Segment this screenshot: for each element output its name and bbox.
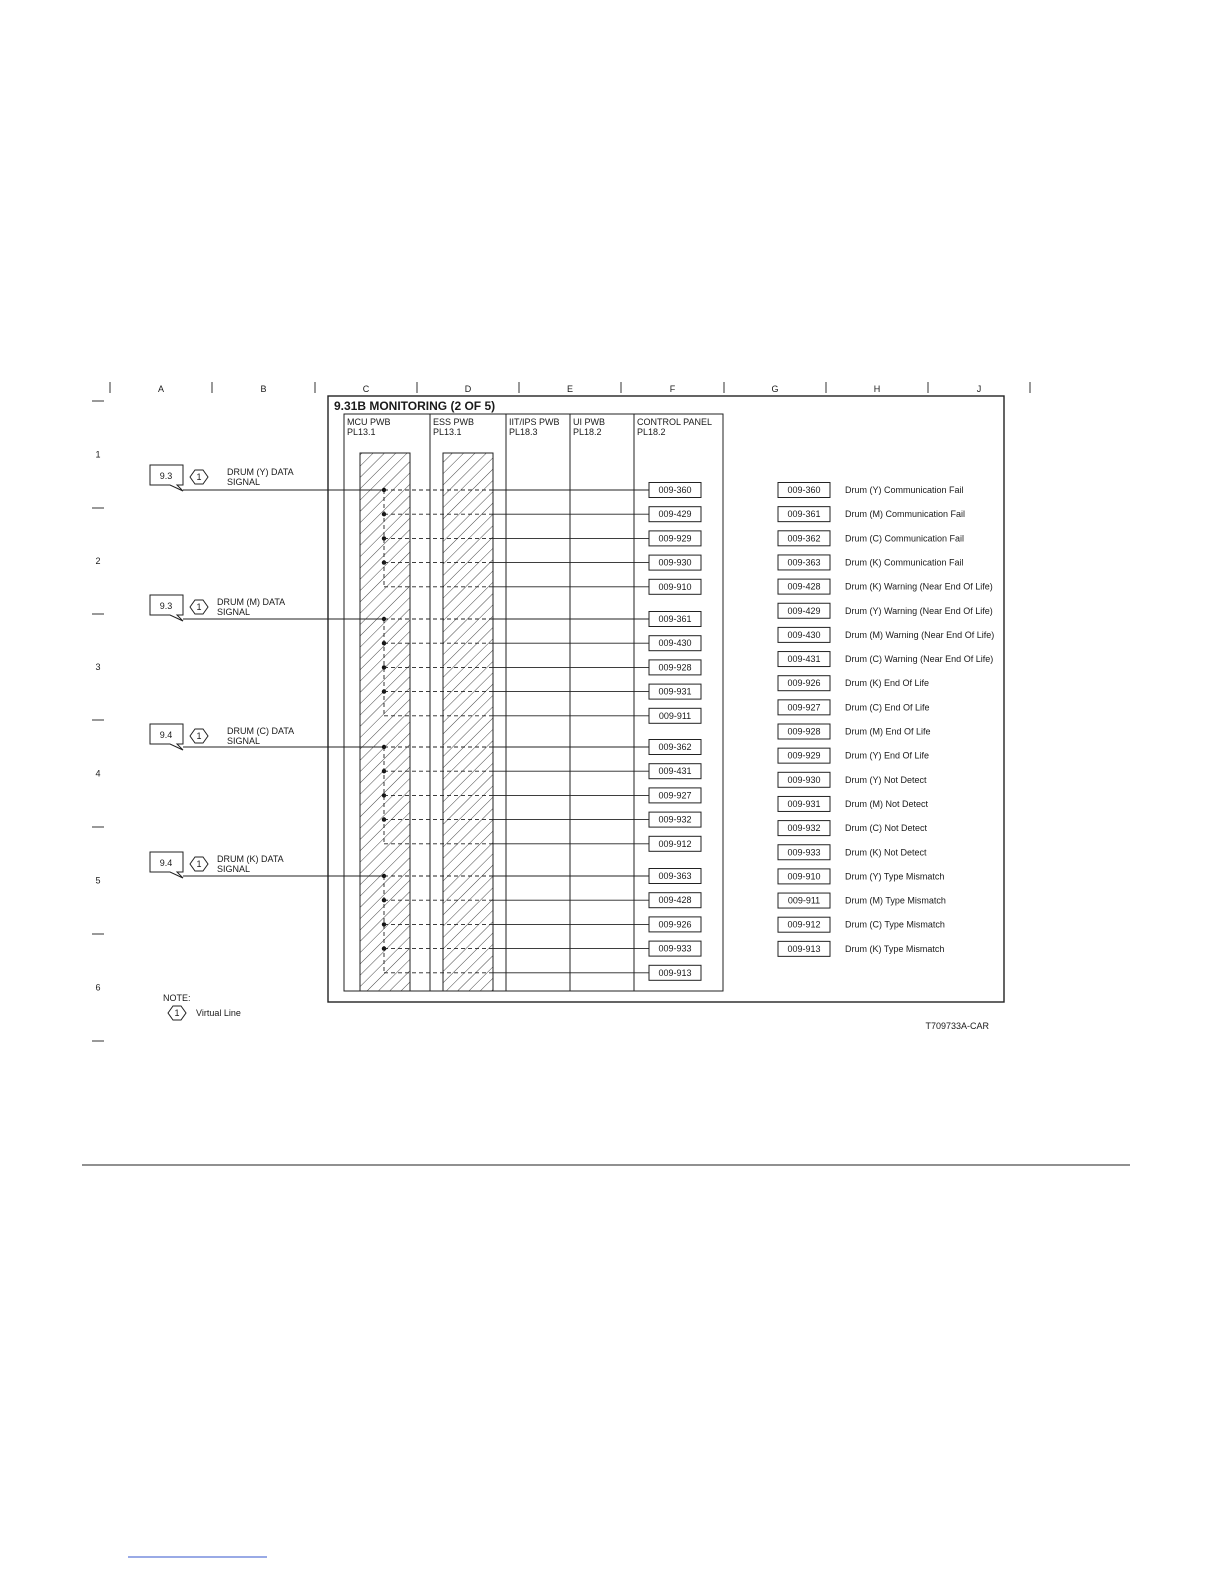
- legend-description: Drum (K) Communication Fail: [845, 557, 964, 568]
- legend-description: Drum (M) Type Mismatch: [845, 895, 946, 906]
- legend-description: Drum (Y) Communication Fail: [845, 485, 964, 495]
- fault-code-label: 009-362: [658, 742, 692, 752]
- sheet-reference-label: 9.4: [159, 730, 173, 740]
- legend-row: [778, 507, 965, 522]
- virtual-line-number: 1: [196, 859, 202, 869]
- drawing-number: T709733A-CAR: [925, 1021, 989, 1031]
- fault-code-label: 009-913: [658, 967, 692, 978]
- signal-name-suffix: SIGNAL: [227, 736, 261, 746]
- grid-column-label: H: [873, 384, 881, 394]
- legend-row: [778, 483, 964, 498]
- legend-code: 009-428: [787, 581, 821, 592]
- sheet-reference-label: 9.4: [159, 858, 173, 868]
- grid-row-label: 3: [95, 662, 101, 672]
- fault-code-label: 009-431: [658, 766, 692, 777]
- fault-code-label: 009-933: [658, 943, 692, 954]
- legend-description: Drum (C) Not Detect: [845, 823, 928, 834]
- board-name: UI PWB: [573, 417, 606, 427]
- legend-code: 009-360: [787, 485, 821, 495]
- legend-row: [778, 845, 927, 860]
- legend-description: Drum (M) Warning (Near End Of Life): [845, 629, 995, 640]
- fault-code-label: 009-361: [658, 614, 692, 624]
- board-name: IIT/IPS PWB: [509, 417, 560, 427]
- legend-code: 009-430: [787, 629, 821, 640]
- signal-name: DRUM (C) DATA: [227, 726, 295, 736]
- signal-name-suffix: SIGNAL: [227, 477, 261, 487]
- legend-row: [778, 941, 944, 956]
- legend-row: [778, 700, 930, 715]
- legend-code: 009-362: [787, 533, 821, 544]
- sheet-reference-label: 9.3: [159, 471, 173, 481]
- fault-code-label: 009-929: [658, 533, 692, 544]
- fault-code-label: 009-428: [658, 895, 692, 906]
- legend-row: [778, 917, 945, 932]
- board-box: [570, 414, 634, 991]
- legend-row: [778, 893, 946, 908]
- legend-row: [778, 796, 929, 811]
- legend-description: Drum (C) Type Mismatch: [845, 919, 945, 930]
- grid-column-label: B: [260, 384, 267, 394]
- signal-group: [150, 465, 701, 594]
- signal-name: DRUM (Y) DATA: [227, 467, 294, 477]
- grid-column-label: E: [566, 384, 574, 394]
- note-symbol-number: 1: [174, 1008, 180, 1018]
- legend-row: [778, 555, 964, 570]
- fault-code-label: 009-931: [658, 686, 692, 697]
- note: [163, 993, 989, 1031]
- fault-code-label: 009-930: [658, 557, 692, 568]
- fault-code-label: 009-910: [658, 581, 692, 592]
- fault-code-label: 009-430: [658, 638, 692, 649]
- board-pl: PL18.2: [637, 427, 666, 437]
- legend-description: Drum (Y) Warning (Near End Of Life): [845, 605, 993, 616]
- legend-description: Drum (K) Warning (Near End Of Life): [845, 581, 993, 592]
- hatched-ic-area: [360, 453, 410, 991]
- signal-name: DRUM (K) DATA: [217, 854, 284, 864]
- legend-code: 009-929: [787, 750, 821, 761]
- legend-row: [778, 772, 927, 787]
- grid-row-label: 5: [95, 875, 101, 886]
- legend-code: 009-926: [787, 678, 821, 689]
- legend-description: Drum (C) Communication Fail: [845, 533, 965, 544]
- legend-row: [778, 724, 931, 739]
- hatched-ic-area: [443, 453, 493, 991]
- grid-row-label: 1: [95, 449, 101, 460]
- legend-code: 009-363: [787, 557, 821, 568]
- legend-code: 009-927: [787, 702, 821, 713]
- board-name: CONTROL PANEL: [637, 417, 713, 427]
- legend-row: [778, 531, 964, 546]
- legend-description: Drum (Y) End Of Life: [845, 750, 930, 761]
- signal-name-suffix: SIGNAL: [217, 864, 251, 874]
- legend-description: Drum (M) End Of Life: [845, 726, 931, 737]
- legend-code: 009-932: [787, 823, 821, 834]
- legend-code: 009-361: [787, 509, 821, 520]
- legend-code: 009-933: [787, 847, 821, 858]
- signal-group: [150, 852, 701, 980]
- board-pl: PL18.2: [573, 427, 602, 437]
- legend-description: Drum (Y) Not Detect: [845, 774, 927, 785]
- note-heading: NOTE:: [163, 993, 191, 1003]
- grid-column-label: G: [771, 384, 779, 394]
- legend-code: 009-913: [787, 943, 821, 954]
- signal-name: DRUM (M) DATA: [217, 597, 286, 607]
- legend-row: [778, 579, 993, 594]
- board-name: MCU PWB: [347, 417, 391, 427]
- legend-description: Drum (M) Communication Fail: [845, 509, 966, 520]
- signal-group: [150, 595, 701, 723]
- page-title: 9.31B MONITORING (2 OF 5): [334, 399, 496, 413]
- board-pl: PL18.3: [509, 427, 538, 437]
- fault-code-label: 009-928: [658, 662, 692, 673]
- grid-column-label: F: [669, 384, 676, 394]
- legend-row: [778, 676, 929, 691]
- note-text: Virtual Line: [196, 1008, 241, 1018]
- legend-description: Drum (C) End Of Life: [845, 702, 930, 713]
- board-name: ESS PWB: [433, 417, 475, 427]
- legend-description: Drum (K) End Of Life: [845, 678, 930, 689]
- legend-row: [778, 652, 993, 667]
- fault-code-label: 009-360: [658, 485, 692, 495]
- legend-code: 009-431: [787, 654, 821, 665]
- legend-code: 009-912: [787, 919, 821, 930]
- virtual-line-number: 1: [196, 731, 202, 741]
- legend-code: 009-930: [787, 774, 821, 785]
- grid-column-label: C: [362, 384, 370, 394]
- grid-row-label: 4: [95, 768, 101, 779]
- fault-code-legend: [778, 483, 994, 957]
- legend-description: Drum (C) Warning (Near End Of Life): [845, 654, 994, 665]
- board-pl: PL13.1: [347, 427, 376, 437]
- fault-code-label: 009-429: [658, 509, 692, 520]
- legend-row: [778, 869, 944, 884]
- signal-name-suffix: SIGNAL: [217, 607, 251, 617]
- grid-row-label: 6: [95, 982, 101, 993]
- fault-code-label: 009-926: [658, 919, 692, 930]
- legend-code: 009-931: [787, 798, 821, 809]
- grid-row-label: 2: [95, 556, 101, 566]
- legend-description: Drum (Y) Type Mismatch: [845, 871, 945, 882]
- board-box: [506, 414, 570, 991]
- wires: [150, 465, 701, 980]
- legend-description: Drum (M) Not Detect: [845, 798, 929, 809]
- virtual-line-number: 1: [196, 472, 202, 482]
- virtual-line-number: 1: [196, 602, 202, 612]
- fault-code-label: 009-927: [658, 790, 692, 801]
- grid-column-label: A: [157, 384, 165, 394]
- legend-code: 009-429: [787, 605, 821, 616]
- legend-row: [778, 627, 994, 642]
- legend-row: [778, 748, 929, 763]
- legend-code: 009-928: [787, 726, 821, 737]
- legend-row: [778, 821, 928, 836]
- signal-group: [150, 724, 701, 851]
- grid-column-label: J: [976, 384, 982, 394]
- legend-description: Drum (K) Not Detect: [845, 847, 927, 858]
- legend-description: Drum (K) Type Mismatch: [845, 943, 945, 954]
- fault-code-label: 009-363: [658, 871, 692, 881]
- legend-code: 009-910: [787, 871, 821, 882]
- legend-code: 009-911: [787, 895, 821, 906]
- fault-code-label: 009-911: [658, 710, 692, 721]
- board-pl: PL13.1: [433, 427, 462, 437]
- fault-code-label: 009-932: [658, 814, 692, 825]
- legend-row: [778, 603, 993, 618]
- fault-code-label: 009-912: [658, 838, 692, 849]
- grid-column-label: D: [464, 384, 472, 394]
- sheet-reference-label: 9.3: [159, 601, 173, 611]
